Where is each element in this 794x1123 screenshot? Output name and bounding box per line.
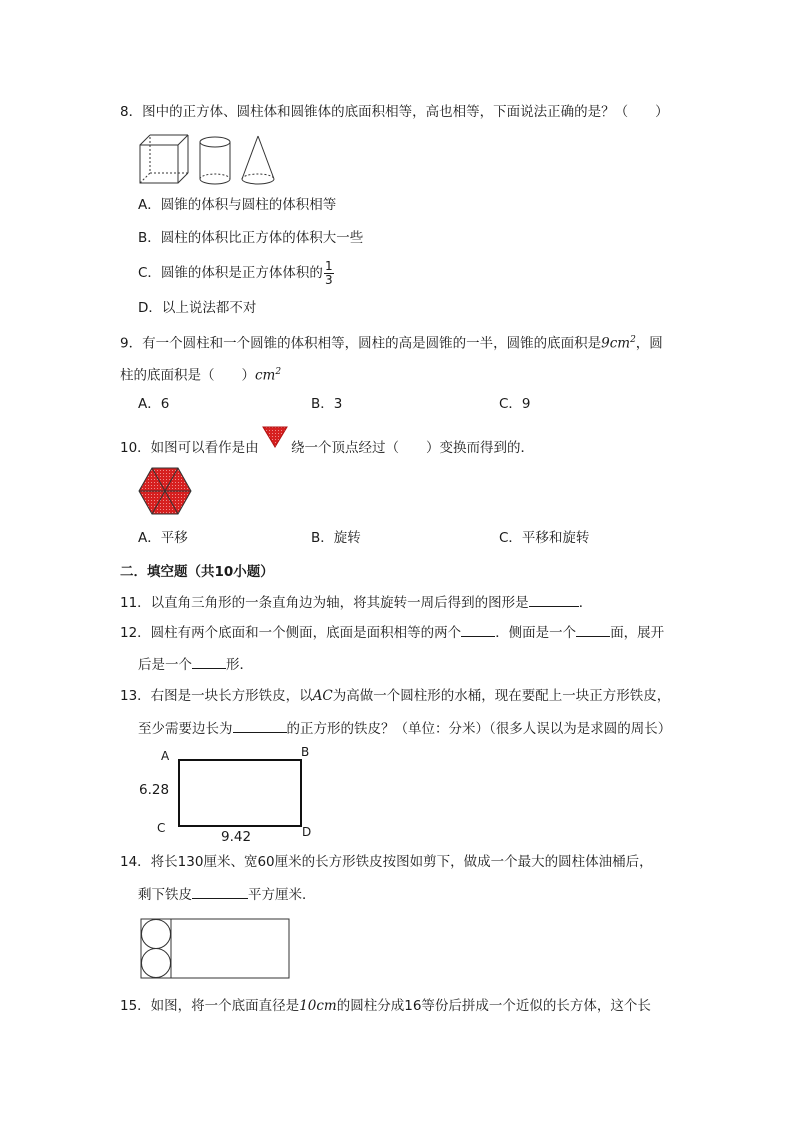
q14-line1: 14．将长130厘米、宽60厘米的长方形铁皮按图如剪下，做成一个最大的圆柱体油桶后， [120, 854, 653, 870]
q12-l2b: 形． [226, 657, 253, 673]
q9-line1 [120, 330, 663, 354]
q10-option-b[interactable]: B．旋转 [311, 530, 361, 546]
q13-l1a: 13．右图是一块长方形铁皮，以 [120, 688, 313, 704]
q13-line2 [138, 718, 671, 739]
red-triangle-icon [262, 426, 288, 448]
q13-ac: AC [312, 688, 333, 704]
q12-blank1[interactable] [461, 622, 495, 637]
q11-text: 11．以直角三角形的一条直角边为轴，将其旋转一周后得到的图形是 [120, 595, 529, 611]
q12-l1b: ．侧面是一个 [495, 625, 577, 641]
q14-l2a: 剩下铁皮 [138, 887, 192, 903]
q8-option-d[interactable]: D．以上说法都不对 [138, 300, 257, 316]
side-length: 6.28 [139, 782, 170, 798]
q10-option-c[interactable]: C．平移和旋转 [499, 530, 590, 546]
q14-sheet-figure [140, 918, 292, 980]
q13-l2b: 的正方形的铁皮？（单位：分米）（很多人误以为是求圆的周长） [286, 721, 672, 737]
q15-line1 [120, 996, 651, 1016]
q9-unit2: cm [255, 367, 276, 384]
section-title: 二．填空题（共10小题） [120, 564, 274, 580]
q9-line1-pre: 9．有一个圆柱和一个圆锥的体积相等，圆柱的高是圆锥的一半，圆锥的底面积是 [120, 335, 602, 352]
q11 [120, 592, 592, 613]
bottom-length: 9.42 [221, 829, 252, 845]
label-a: A [161, 749, 170, 763]
q12-blank3[interactable] [192, 654, 226, 669]
q8-stem: 8．图中的正方体、圆柱体和圆锥体的底面积相等，高也相等，下面说法正确的是？（ ） [120, 104, 669, 120]
q13-line1 [120, 686, 670, 706]
q8-option-b[interactable]: B．圆柱的体积比正方体的体积大一些 [138, 230, 364, 246]
q9-line2-text: 柱的底面积是（ ） [120, 367, 255, 384]
q9-line2 [120, 362, 281, 386]
q14-l2b: 平方厘米． [248, 887, 316, 903]
q8-option-c[interactable] [138, 258, 334, 288]
q11-blank[interactable] [529, 592, 579, 607]
q13-rectangle [178, 759, 302, 827]
q8-option-a[interactable]: A．圆锥的体积与圆柱的体积相等 [138, 197, 337, 213]
q9-exp2: 2 [275, 367, 282, 377]
q13-blank[interactable] [233, 718, 287, 733]
q9-option-a[interactable]: A．6 [138, 396, 170, 412]
q15-val: 10 [299, 998, 317, 1014]
q12-l2a: 后是一个 [138, 657, 192, 673]
q11-end: ． [578, 595, 593, 611]
fraction-one-third [324, 260, 334, 287]
q12-l1a: 12．圆柱有两个底面和一个侧面，底面是面积相等的两个 [120, 625, 462, 641]
q8-solids-figure [138, 133, 280, 187]
q10-option-a[interactable]: A．平移 [138, 530, 188, 546]
q13-l1b: 为高做一个圆柱形的水桶，现在要配上一块正方形铁皮， [332, 688, 671, 704]
frac-num: 1 [324, 258, 333, 273]
q12-blank2[interactable] [576, 622, 610, 637]
cube-figure [140, 135, 188, 183]
q15-post: 的圆柱分成16等份后拼成一个近似的长方体，这个长 [336, 998, 651, 1014]
label-d: D [302, 825, 312, 839]
cylinder-figure [200, 137, 230, 184]
q14-line2 [138, 884, 316, 905]
q9-unit: cm [609, 335, 631, 352]
q15-unit: cm [316, 998, 337, 1014]
q10-stem-pre: 10．如图可以看作是由 [120, 440, 259, 456]
q10-stem-post: 绕一个顶点经过（ ）变换而得到的． [291, 440, 534, 456]
red-hexagon-figure [138, 466, 192, 516]
q9-option-b[interactable]: B．3 [311, 396, 343, 412]
label-c: C [157, 821, 166, 835]
circle-bottom [142, 949, 171, 978]
frac-den: 3 [324, 272, 333, 287]
q14-blank[interactable] [192, 884, 248, 899]
circle-top [142, 920, 171, 949]
q9-option-c[interactable]: C．9 [499, 396, 531, 412]
label-b: B [301, 745, 310, 759]
cone-figure [242, 136, 274, 184]
q12-line2 [138, 654, 253, 675]
q9-exp: 2 [630, 335, 636, 345]
q9-line1-post: ，圆 [635, 335, 663, 352]
q8-option-c-text: C．圆锥的体积是正方体体积的 [138, 265, 323, 281]
q12-l1c: 面，展开 [610, 625, 665, 641]
q9-val: 9 [601, 335, 610, 352]
q12-line1 [120, 622, 664, 643]
q15-pre: 15．如图，将一个底面直径是 [120, 998, 300, 1014]
q13-l2a: 至少需要边长为 [138, 721, 233, 737]
